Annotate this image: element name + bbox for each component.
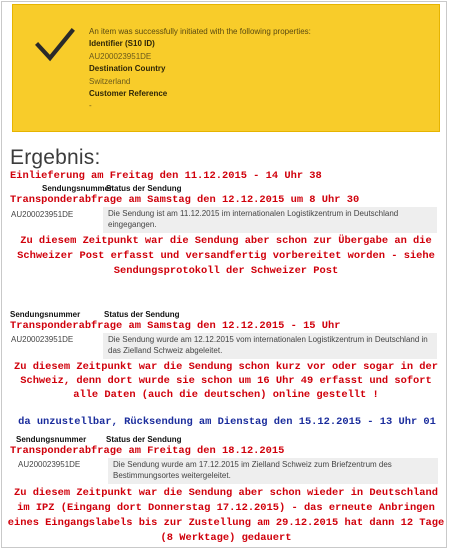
column-headers-1 [42,184,182,193]
column-header-status: Status der Sendung [106,435,182,444]
submission-note: Einlieferung am Freitag den 11.12.2015 - 14 Uhr 38 [10,170,322,182]
destination-label: Destination Country [89,64,166,74]
checkmark-icon [35,27,75,63]
column-headers-3 [16,435,182,444]
status-3: Die Sendung wurde am 17.12.2015 im Zielland Schweiz zum Briefzentrum des Bestimmungsortes weitergeleitet. [108,458,438,484]
identifier-value: AU200023951DE [89,51,152,61]
notice-properties [89,26,311,113]
query-2: Transponderabfrage am Samstag den 12.12.2015 - 15 Uhr [10,320,341,332]
column-header-status: Status der Sendung [106,184,182,193]
query-1: Transponderabfrage am Samstag den 12.12.2015 um 8 Uhr 30 [10,194,360,206]
comment-1: Zu diesem Zeitpunkt war die Sendung aber schon zur Übergabe an die Schweizer Post erfasst und versandfertig vorbereitet worden - siehe Sendungsprotokoll der Schweizer Post [17,235,435,277]
column-headers-2 [10,310,180,319]
notice-intro: An item was successfully initiated with the following properties: [89,27,311,36]
column-header-status: Status der Sendung [104,310,180,319]
query-3: Transponderabfrage am Freitag den 18.12.2015 [10,445,285,457]
tracking-number-3: AU200023951DE [18,460,81,469]
destination-value: Switzerland [89,76,131,86]
comment-3: Zu diesem Zeitpunkt war die Sendung aber schon wieder in Deutschland im IPZ (Eingang dort Donnerstag 17.12.2015) - das erneute Anbringen eines Eingangslabels bis zur Zustellung am 29.12.2015 hat dann 12 Tage (8 Werktage) gedauert [7,487,445,544]
column-header-number: Sendungsnummer [16,435,87,444]
tracking-number-1: AU200023951DE [11,210,74,219]
reference-label: Customer Reference [89,89,168,99]
identifier-label: Identifier (S10 ID) [89,39,155,49]
column-header-number: Sendungsnummer [10,310,81,319]
column-header-number: Sendungsnummer [42,184,113,193]
tracking-number-2: AU200023951DE [11,335,74,344]
status-2: Die Sendung wurde am 12.12.2015 vom internationalen Logistikzentrum in Deutschland in das Zielland Schweiz abgeleitet. [103,333,437,359]
comment-2: Zu diesem Zeitpunkt war die Sendung schon kurz vor oder sogar in der Schweiz, denn dort wurde sie schon um 16 Uhr 49 erfasst und sofort alle Daten (auch die deutschen) online gestellt ! [13,361,438,401]
return-note: da unzustellbar, Rücksendung am Dienstag den 15.12.2015 - 13 Uhr 01 [18,416,436,428]
page-frame [1,1,447,548]
reference-value: - [89,101,92,111]
success-notice [12,4,440,132]
result-heading: Ergebnis: [10,146,101,169]
status-1: Die Sendung ist am 11.12.2015 im internationalen Logistikzentrum in Deutschland eingegangen. [103,207,437,233]
